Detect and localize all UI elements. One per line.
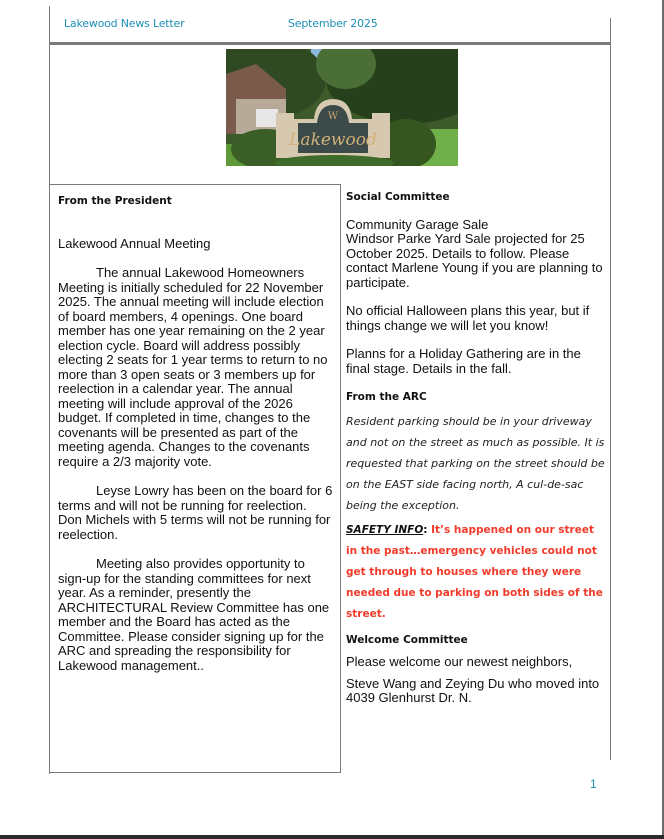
window-bottom-bar [0, 835, 664, 839]
lakewood-sign-photo [226, 49, 458, 166]
garage-sale-text: Windsor Parke Yard Sale projected for 25 October 2025. Details to follow. Please contact Marlene Young if you are planning to participate. [346, 231, 603, 290]
welcome-heading: Welcome Committee [346, 633, 468, 646]
safety-info [346, 520, 608, 625]
sign-text: Lakewood [289, 130, 377, 150]
newsletter-date: September 2025 [288, 17, 378, 30]
safety-colon: : [423, 523, 428, 536]
president-paragraph: Leyse Lowry has been on the board for 6 terms and will not be running for reelection. Don Michels with 5 terms will not be running for reelection. [58, 483, 333, 542]
welcome-text: Steve Wang and Zeying Du who moved into 4039 Glenhurst Dr. N. [346, 675, 600, 705]
president-heading: From the President [58, 195, 172, 207]
president-paragraph: The annual Lakewood Homeowners Meeting is initially scheduled for 22 November 2025. The annual meeting will include election of board members, 4 openings. One board member has one year remaining on the 2 year election cycle. Board will address possibly electing 2 seats for 1 year terms to return to no more than 3 open seats or 3 members up for reelection in a calendar year. The annual meeting will include approval of the 2026 budget. If completed in time, changes to the covenants will be presented as part of the meeting agenda. Changes to the covenants require a 2/3 majority vote. [58, 265, 328, 469]
safety-text: It’s happened on our street in the past…emergency vehicles could not get through to houses where they were needed due to parking on both sides of the street. [346, 523, 603, 620]
safety-label: SAFETY INFO [346, 523, 424, 536]
halloween-text: No official Halloween plans this year, but if things change we will let you know! [346, 303, 590, 333]
sign-monogram: W [327, 111, 339, 122]
social-heading: Social Committee [346, 191, 450, 203]
holiday-text: Planns for a Holiday Gathering are in the final stage. Details in the fall. [346, 346, 581, 376]
annual-meeting-title: Lakewood Annual Meeting [58, 235, 211, 251]
arc-text: Resident parking should be in your driveway and not on the street as much as possible. It is requested that parking on the street should be on the EAST side facing north, A cul-de-sac being the exception. [346, 414, 605, 512]
page-right-border [610, 18, 611, 760]
president-paragraph: Meeting also provides opportunity to sign-up for the standing committees for next year. As a reminder, presently the ARCHITECTURAL Review Committee has one member and the Board has acted as the Committee. Please consider signing up for the ARC and spreading the responsibility for Lakewood management.. [58, 556, 330, 673]
right-column [346, 190, 608, 706]
header-divider [49, 42, 611, 45]
arc-heading: From the ARC [346, 391, 427, 403]
garage-sale-title: Community Garage Sale [346, 216, 489, 232]
welcome-intro: Please welcome our newest neighbors, [346, 654, 573, 669]
newsletter-title: Lakewood News Letter [64, 17, 185, 30]
page-number: 1 [590, 777, 597, 791]
president-column [58, 194, 334, 673]
